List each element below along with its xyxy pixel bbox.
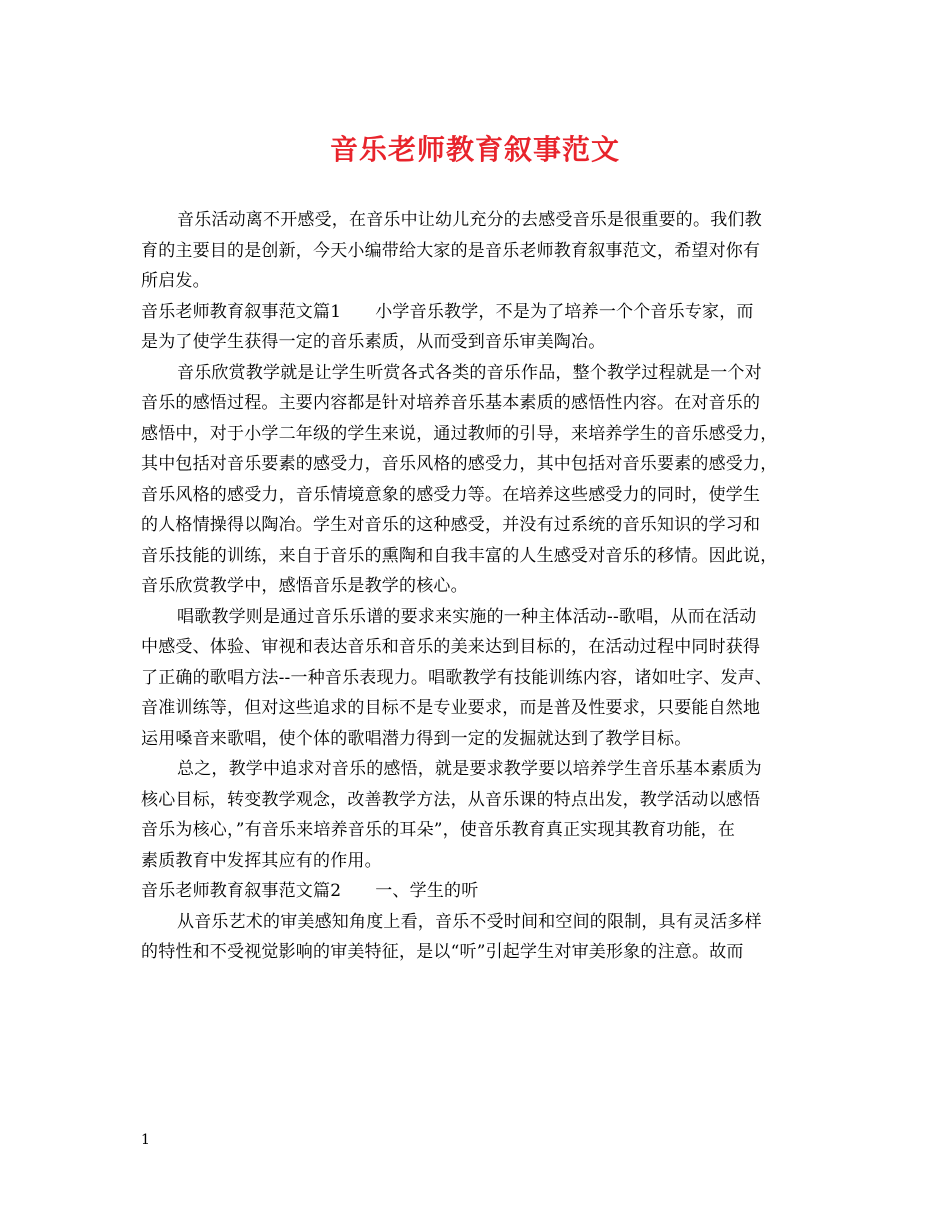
paragraph-line: 是为了使学生获得一定的音乐素质，从而受到音乐审美陶冶。 (141, 332, 606, 352)
paragraph-line: 音乐为核心，”有音乐来培养音乐的耳朵”，使音乐教育真正实现其教育功能，在 (141, 820, 736, 840)
paragraph-line: 音准训练等，但对这些追求的目标不是专业要求，而是普及性要求，只要能自然地 (141, 698, 761, 718)
paragraph-text: 小学音乐教学，不是为了培养一个个音乐专家，而 (375, 301, 754, 322)
paragraph-line: 音乐技能的训练，来自于音乐的熏陶和自我丰富的人生感受对音乐的移情。因此说， (141, 545, 778, 566)
paragraph-line: 其中包括对音乐要素的感受力，音乐风格的感受力，其中包括对音乐要素的感受力， (141, 454, 778, 474)
paragraph-line: 运用嗓音来歌唱，使个体的歌唱潜力得到一定的发掘就达到了教学目标。 (141, 728, 692, 749)
paragraph-line: 唱歌教学则是通过音乐乐谱的要求来实施的一种主体活动--歌唱，从而在活动 (177, 606, 757, 627)
paragraph-line: 素质教育中发挥其应有的作用。 (141, 850, 382, 871)
paragraph-line: 音乐的感悟过程。主要内容都是针对培养音乐基本素质的感悟性内容。在对音乐的 (141, 393, 761, 413)
paragraph-line: 的人格情操得以陶冶。学生对音乐的这种感受，并没有过系统的音乐知识的学习和 (141, 515, 761, 535)
paragraph-line: 的特性和不受视觉影响的审美特征，是以“听”引起学生对审美形象的注意。故而 (141, 942, 744, 962)
paragraph-line: 感悟中，对于小学二年级的学生来说，通过教师的引导，来培养学生的音乐感受力， (141, 423, 778, 444)
paragraph-line: 音乐活动离不开感受，在音乐中让幼儿充分的去感受音乐是很重要的。我们教 (177, 210, 762, 230)
paragraph-line: 从音乐艺术的审美感知角度上看，音乐不受时间和空间的限制，具有灵活多样 (177, 911, 762, 932)
section-heading-line (141, 876, 813, 907)
paragraph-line: 音乐欣赏教学中，感悟音乐是教学的核心。 (141, 576, 468, 596)
document-title: 音乐老师教育叙事范文 (329, 133, 620, 166)
paragraph-line: 中感受、体验、审视和表达音乐和音乐的美来达到目标的，在活动过程中同时获得 (141, 637, 761, 657)
section-heading: 音乐老师教育叙事范文篇1 (141, 301, 342, 322)
document-body (141, 205, 813, 968)
paragraph-line: 音乐风格的感受力，音乐情境意象的感受力等。在培养这些感受力的同时，使学生 (141, 484, 761, 505)
paragraph-line: 育的主要目的是创新，今天小编带给大家的是音乐老师教育叙事范文，希望对你有 (141, 240, 761, 261)
paragraph-line: 所启发。 (141, 271, 210, 291)
paragraph-line: 总之，教学中追求对音乐的感悟，就是要求教学要以培养学生音乐基本素质为 (177, 759, 762, 779)
section-heading: 音乐老师教育叙事范文篇2 (141, 881, 342, 901)
paragraph-line: 音乐欣赏教学就是让学生听赏各式各类的音乐作品，整个教学过程就是一个对 (177, 362, 762, 383)
page-number: 1 (141, 1132, 150, 1148)
section-heading-line (141, 297, 813, 328)
paragraph-line: 核心目标，转变教学观念，改善教学方法，从音乐课的特点出发，教学活动以感悟 (141, 789, 761, 810)
paragraph-line: 了正确的歌唱方法--一种音乐表现力。唱歌教学有技能训练内容，诸如吐字、发声、 (141, 667, 773, 688)
subheading-text: 一、学生的听 (375, 881, 479, 901)
